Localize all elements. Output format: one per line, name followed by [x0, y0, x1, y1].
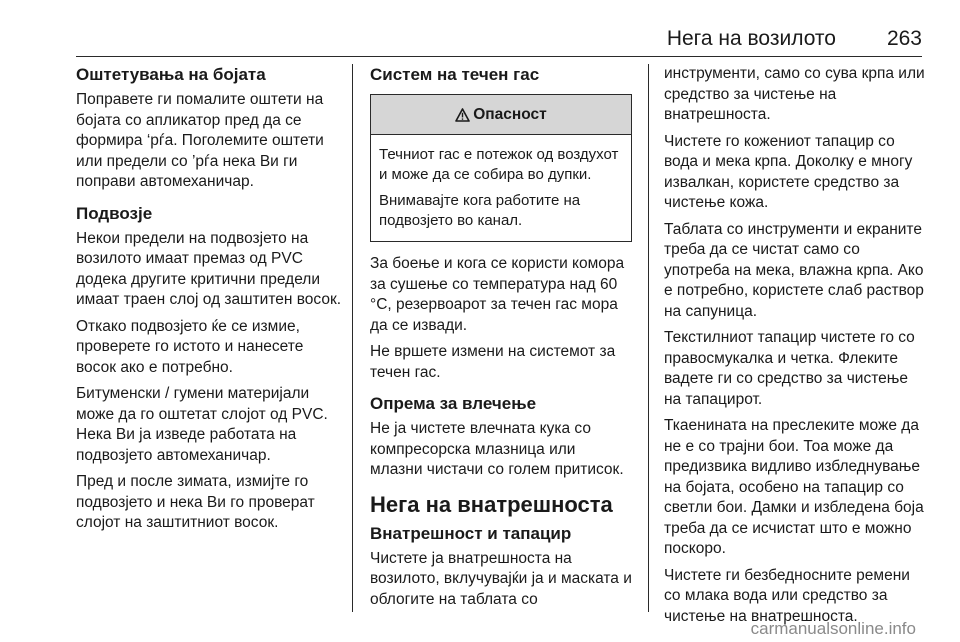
page-number: 263 — [886, 27, 922, 50]
warning-triangle-icon — [455, 108, 470, 122]
paragraph: Таблата со инструменти и екраните треба да се чистат само со употреба на мека, влажна крпа. Ако е потребно, користете слаб раствор на сапуница. — [664, 220, 924, 320]
paragraph: Пред и после зимата, измијте го подвозјето и нека Ви го проверат слојот на заштитниот восок. — [76, 473, 315, 531]
paragraph: За боење и кога се користи комора за сушење со температура над 60 °C, резервоарот за течен гас мора да се извади. — [370, 255, 625, 334]
paragraph: Чистете ги безбедносните ремени со млака вода или средство за чистење на внатрешноста. — [664, 566, 910, 625]
paragraph: Не вршете измени на системот за течен гас. — [370, 343, 616, 381]
paragraph: Течниот гас е потежок од воздухот и може да се собира во дупки. — [379, 146, 619, 183]
danger-box-header — [371, 95, 631, 135]
page-header — [76, 25, 922, 57]
paragraph: Некои предели на подвозјето на возилото имаат премаз од PVC додека другите критични предели имаат траен слој од заштитен восок. — [76, 229, 342, 308]
danger-box — [370, 94, 632, 242]
paragraph: Чистете го кожениот тапацир со вода и мека крпа. Доколку е многу извалкан, користете средство за чистење кожа. — [664, 132, 913, 211]
paragraph: Текстилниот тапацир чистете го со правосмукалка и четка. Флеките вадете ги со средство за чистење на тапацирот. — [664, 329, 915, 408]
paragraph: инструменти, само со сува крпа или средство за чистење на внатрешноста. — [664, 65, 925, 123]
watermark: carmanualsonline.info — [750, 619, 916, 638]
chapter-heading-interior-care: Нега на внатрешноста — [370, 491, 613, 517]
paragraph: Не ја чистете влечната кука со компресорска млазница или млазни чистачи со голем притисок. — [370, 420, 624, 478]
paragraph: Битуменски / гумени материјали може да го оштетат слојот од PVC. Нека Ви ја изведе работата на подвозјето автомеханичар. — [76, 385, 328, 464]
section-heading-paint-damage: Оштетувања на бојата — [76, 65, 266, 84]
section-heading-towing-equipment: Опрема за влечење — [370, 394, 537, 413]
column-divider — [352, 64, 353, 612]
column-2 — [370, 64, 632, 616]
paragraph: Откако подвозјето ќе се измие, проверете го истото и нанесете восок ако е потребно. — [76, 317, 304, 376]
paragraph: Чистете ја внатрешноста на возилото, вклучувајќи ја и маската и облогите на таблата со — [370, 549, 632, 608]
section-heading-underbody: Подвозје — [76, 203, 153, 223]
paragraph: Ткаенината на преслеките може да не е со трајни бои. Тоа може да предизвика видливо избледнување на бојата, особено на тапацир со светли бои. Дамки и избледена боја треба да се исчистат што е можно поскоро. — [664, 417, 924, 557]
section-heading-lpg-system: Систем на течен гас — [370, 65, 540, 84]
paragraph: Поправете ги помалите оштети на бојата со апликатор пред да се формира ‘рѓа. Поголемите оштети или предели со ’рѓа нека Ви ги поправи автомеханичар. — [76, 91, 324, 190]
danger-box-body — [371, 135, 631, 241]
paragraph: Внимавајте кога работите на подвозјето во канал. — [379, 192, 581, 229]
column-1 — [76, 64, 342, 540]
column-divider — [648, 64, 649, 612]
page-title: Нега на возилото — [666, 27, 836, 50]
column-3 — [664, 64, 928, 633]
section-heading-interior-upholstery: Внатрешност и тапацир — [370, 523, 572, 543]
danger-box-title: Опасност — [473, 105, 547, 123]
